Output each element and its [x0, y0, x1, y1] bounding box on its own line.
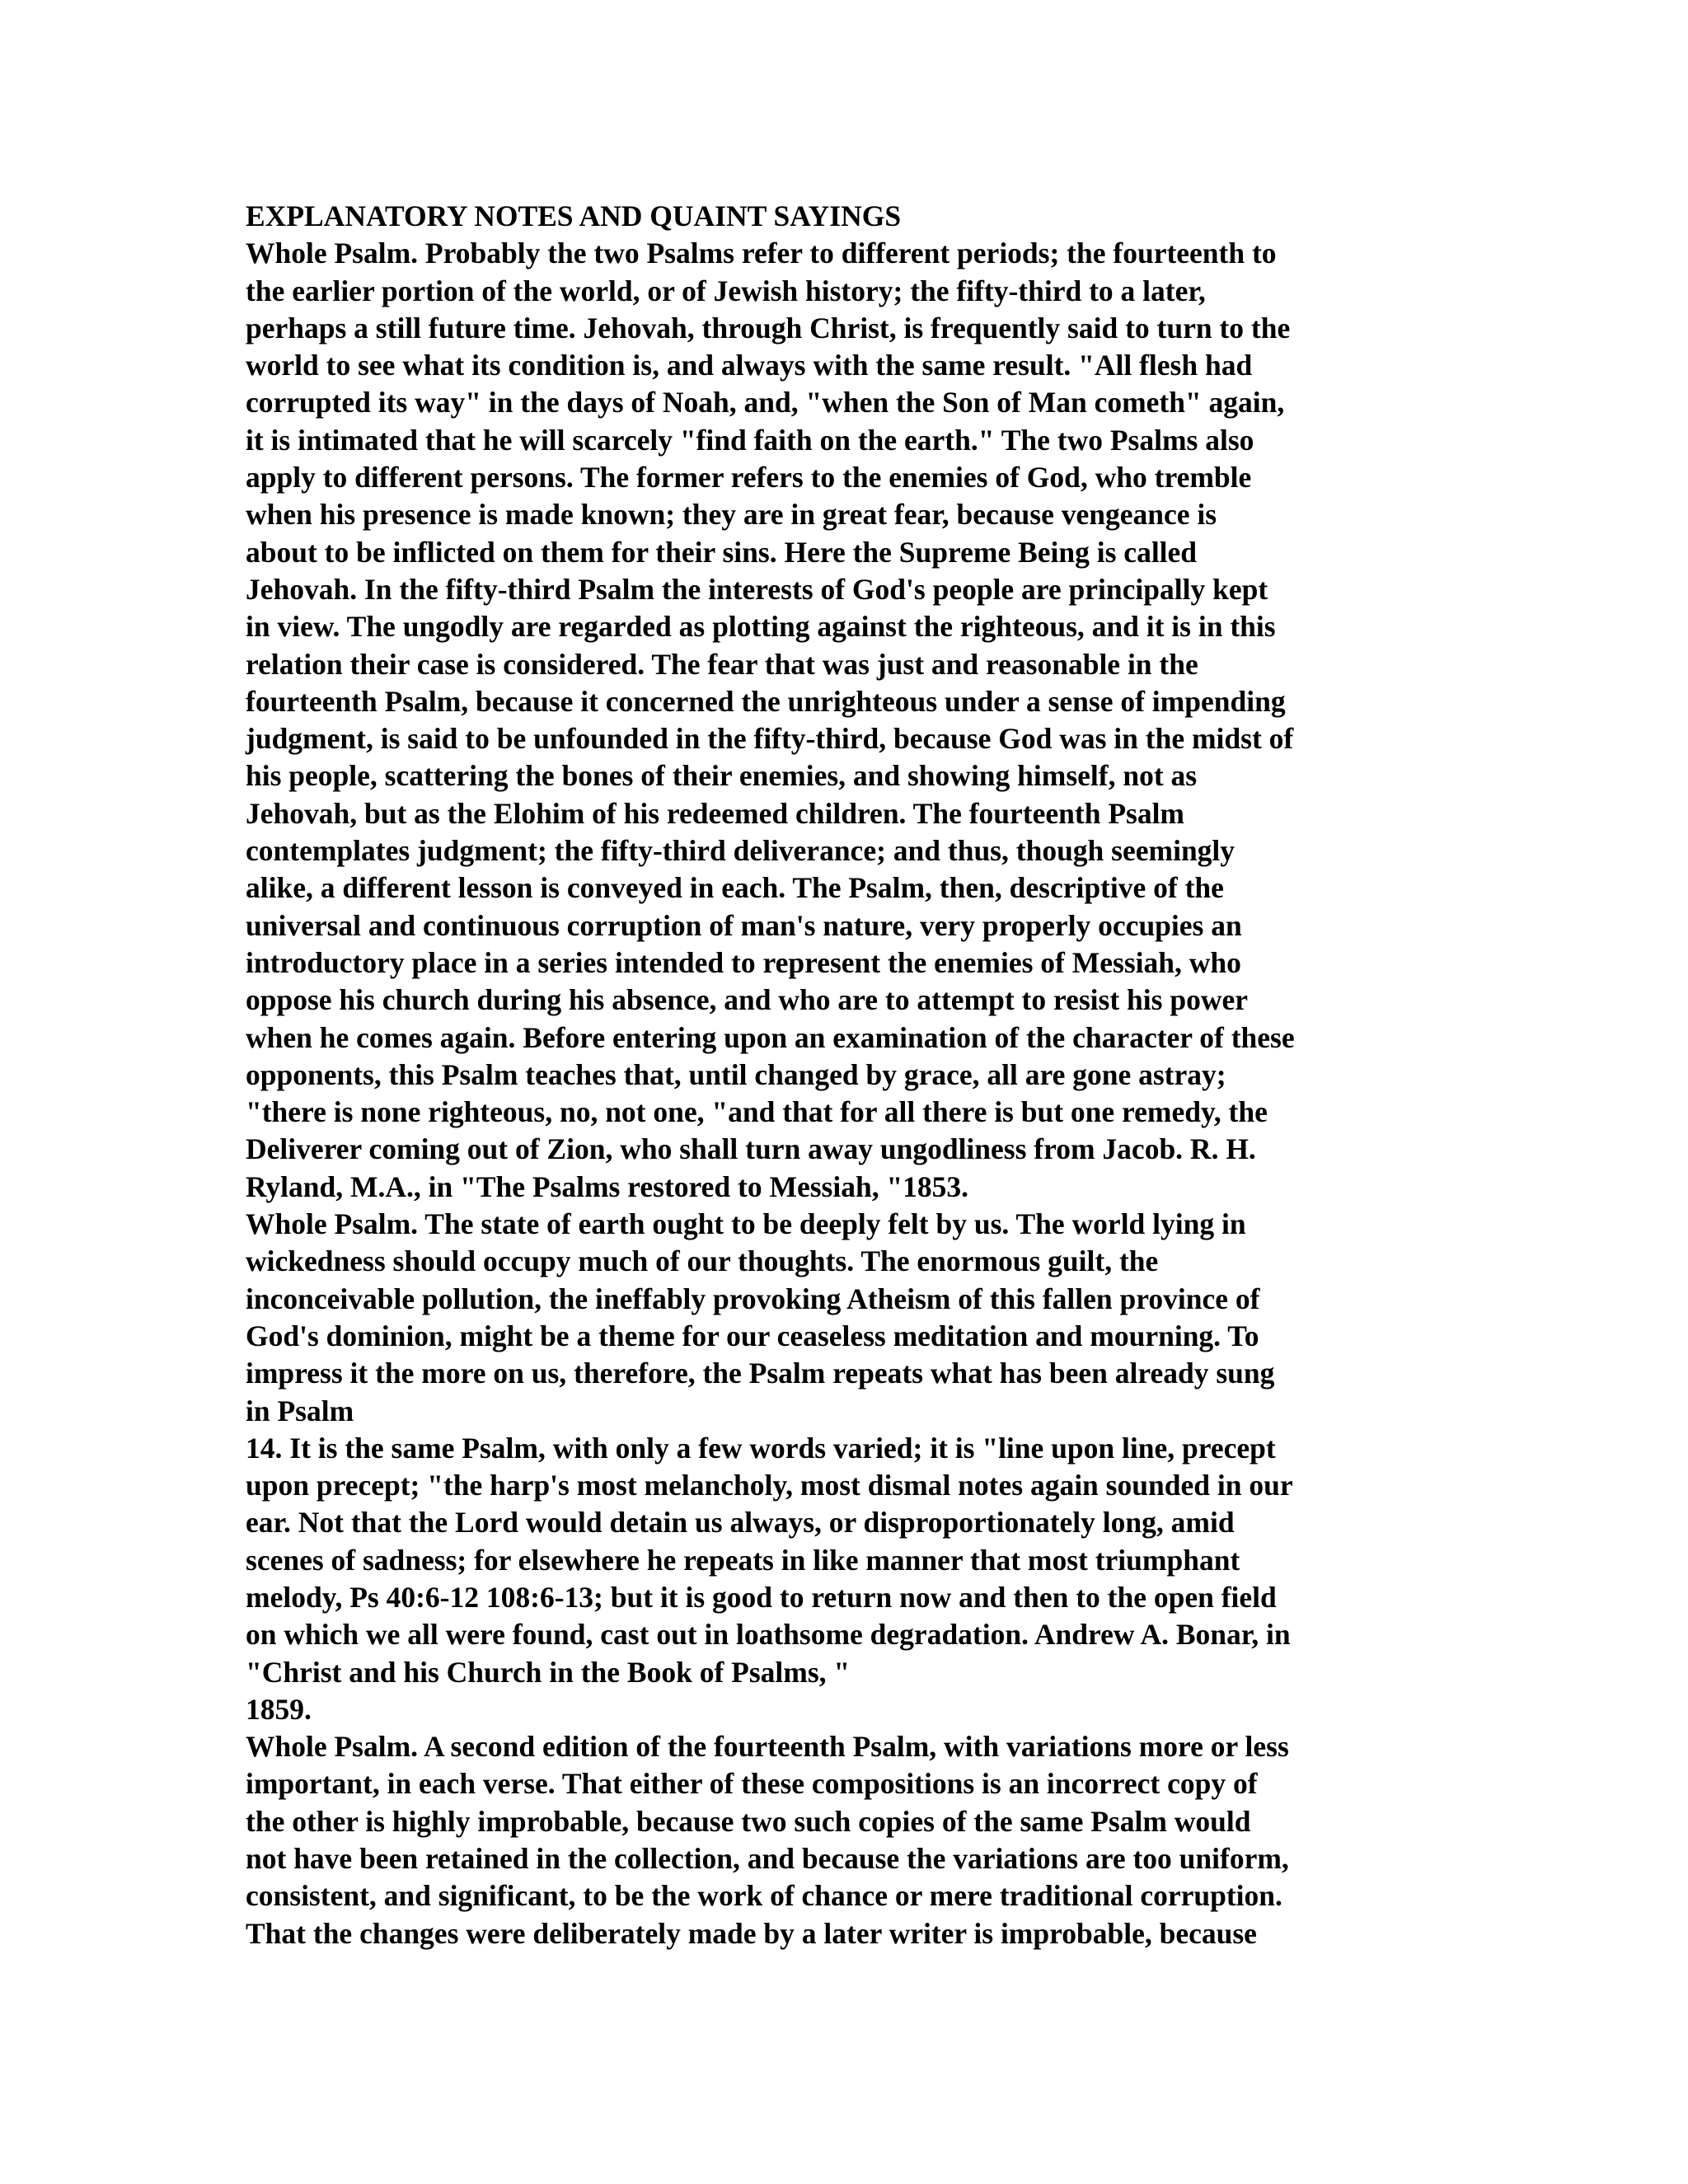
text-line: wickedness should occupy much of our thoughts. The enormous guilt, the — [246, 1244, 1159, 1278]
text-line: 14. It is the same Psalm, with only a few words varied; it is "line upon line, precept — [246, 1431, 1276, 1465]
text-line: fourteenth Psalm, because it concerned the unrighteous under a sense of impending — [246, 684, 1286, 718]
text-line: perhaps a still future time. Jehovah, through Christ, is frequently said to turn to the — [246, 311, 1291, 344]
text-line: world to see what its condition is, and always with the same result. "All flesh had — [246, 349, 1253, 382]
text-line: contemplates judgment; the fifty-third deliverance; and thus, though seemingly — [246, 834, 1236, 868]
text-line: introductory place in a series intended to represent the enemies of Messiah, who — [246, 945, 1241, 979]
text-line: relation their case is considered. The fear that was just and reasonable in the — [246, 647, 1198, 681]
text-line: That the changes were deliberately made by a later writer is improbable, because — [246, 1916, 1257, 1950]
text-line: the other is highly improbable, because two such copies of the same Psalm would — [246, 1804, 1251, 1838]
text-line: on which we all were found, cast out in loathsome degradation. Andrew A. Bonar, in — [246, 1618, 1291, 1652]
text-line: God's dominion, might be a theme for our ceaseless meditation and mourning. To — [246, 1319, 1259, 1352]
text-line: alike, a different lesson is conveyed in each. The Psalm, then, descriptive of the — [246, 871, 1224, 905]
text-line: 1859. — [246, 1692, 312, 1726]
text-line: Deliverer coming out of Zion, who shall turn away ungodliness from Jacob. R. H. — [246, 1132, 1256, 1166]
text-line: it is intimated that he will scarcely "find faith on the earth." The two Psalms also — [246, 423, 1254, 457]
page-heading: EXPLANATORY NOTES AND QUAINT SAYINGS — [246, 199, 902, 232]
text-line: Whole Psalm. A second edition of the fourteenth Psalm, with variations more or less — [246, 1730, 1289, 1764]
text-line: "there is none righteous, no, not one, "and that for all there is but one remedy, the — [246, 1095, 1268, 1129]
text-line: universal and continuous corruption of man's nature, very properly occupies an — [246, 908, 1242, 942]
text-line: his people, scattering the bones of their enemies, and showing himself, not as — [246, 759, 1198, 793]
text-line: when his presence is made known; they are in great fear, because vengeance is — [246, 498, 1217, 532]
text-line: Jehovah. In the fifty-third Psalm the interests of God's people are principally kept — [246, 572, 1268, 606]
text-line: in Psalm — [246, 1394, 354, 1427]
text-line: judgment, is said to be unfounded in the fifty-third, because God was in the midst of — [246, 722, 1294, 756]
text-line: "Christ and his Church in the Book of Psalms, " — [246, 1655, 851, 1689]
text-line: when he comes again. Before entering upon an examination of the character of these — [246, 1020, 1295, 1054]
text-line: melody, Ps 40:6-12 108:6-13; but it is good to return now and then to the open field — [246, 1580, 1277, 1614]
text-line: oppose his church during his absence, and who are to attempt to resist his power — [246, 983, 1248, 1017]
text-line: Whole Psalm. The state of earth ought to be deeply felt by us. The world lying in — [246, 1207, 1246, 1241]
text-line: Whole Psalm. Probably the two Psalms refer to different periods; the fourteenth to — [246, 237, 1277, 270]
text-line: apply to different persons. The former refers to the enemies of God, who tremble — [246, 461, 1252, 494]
text-line: Ryland, M.A., in "The Psalms restored to Messiah, "1853. — [246, 1169, 969, 1203]
text-line: in view. The ungodly are regarded as plotting against the righteous, and it is in this — [246, 610, 1276, 644]
text-line: Jehovah, but as the Elohim of his redeemed children. The fourteenth Psalm — [246, 796, 1184, 830]
text-line: impress it the more on us, therefore, the Psalm repeats what has been already sung — [246, 1357, 1275, 1390]
text-line: not have been retained in the collection, and because the variations are too uniform, — [246, 1842, 1289, 1876]
text-line: corrupted its way" in the days of Noah, and, "when the Son of Man cometh" again, — [246, 386, 1285, 419]
text-line: the earlier portion of the world, or of Jewish history; the fifty-third to a later, — [246, 274, 1206, 307]
text-line: upon precept; "the harp's most melancholy, most dismal notes again sounded in our — [246, 1469, 1293, 1502]
document-body — [246, 198, 1449, 1952]
text-line: about to be inflicted on them for their sins. Here the Supreme Being is called — [246, 535, 1198, 569]
text-line: important, in each verse. That either of these compositions is an incorrect copy of — [246, 1767, 1258, 1801]
text-line: ear. Not that the Lord would detain us always, or disproportionately long, amid — [246, 1506, 1235, 1540]
text-line: consistent, and significant, to be the work of chance or mere traditional corruption. — [246, 1879, 1282, 1913]
text-line: scenes of sadness; for elsewhere he repeats in like manner that most triumphant — [246, 1543, 1240, 1577]
text-line: opponents, this Psalm teaches that, until changed by grace, all are gone astray; — [246, 1057, 1226, 1091]
text-line: inconceivable pollution, the ineffably provoking Atheism of this fallen province of — [246, 1282, 1260, 1315]
